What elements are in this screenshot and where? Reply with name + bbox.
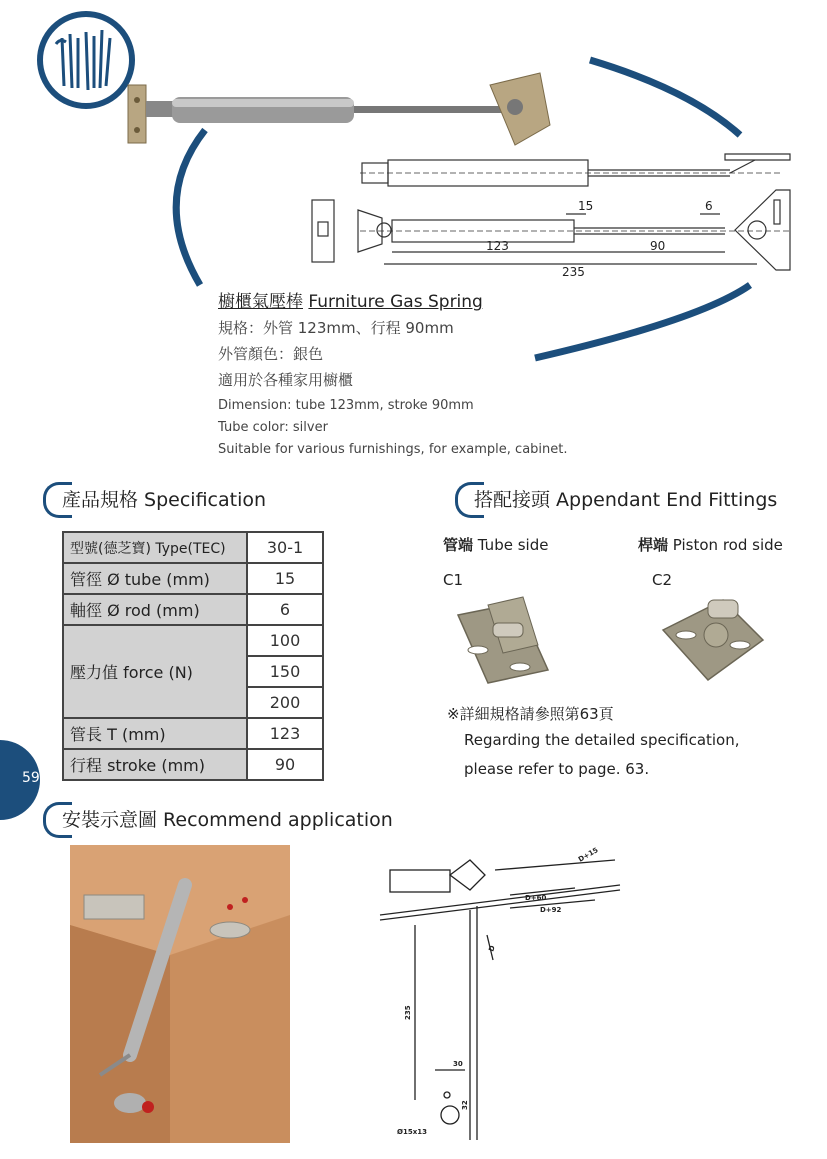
dim-d15: D+15 bbox=[577, 846, 600, 864]
fitting-note-en-2: please refer to page. 63. bbox=[464, 760, 650, 778]
spec-table bbox=[62, 531, 324, 781]
spec-value-force-3: 200 bbox=[247, 687, 323, 718]
spec-label-force: 壓力值 force (N) bbox=[63, 625, 247, 718]
spec-value-length: 123 bbox=[247, 718, 323, 749]
spec-value-rod: 6 bbox=[247, 594, 323, 625]
usage-en: Suitable for various furnishings, for example, cabinet. bbox=[218, 442, 568, 457]
spec-value-force-1: 100 bbox=[247, 625, 323, 656]
rod-side-label bbox=[638, 534, 783, 555]
dimension-en: Dimension: tube 123mm, stroke 90mm bbox=[218, 398, 474, 413]
table-row bbox=[63, 563, 323, 594]
product-title bbox=[218, 287, 618, 312]
cabinet-application-photo bbox=[70, 845, 290, 1143]
rod-code: C2 bbox=[652, 571, 673, 589]
dim-30: 30 bbox=[453, 1060, 463, 1068]
product-description bbox=[218, 287, 618, 457]
tube-side-en: Tube side bbox=[477, 536, 549, 554]
table-row bbox=[63, 625, 323, 656]
fitting-note-zh: ※詳細規格請參照第63頁 bbox=[447, 705, 614, 723]
dim-235-label: 235 bbox=[562, 265, 585, 279]
spec-label-type: 型號(德芝寶) Type(TEC) bbox=[63, 532, 247, 563]
dim-d: D bbox=[487, 944, 497, 953]
dim-15-label: 15 bbox=[578, 199, 594, 213]
dim-90-label: 90 bbox=[650, 239, 666, 253]
tube-fitting-image bbox=[448, 595, 558, 690]
spec-value-stroke: 90 bbox=[247, 749, 323, 780]
color-zh: 外管顏色：銀色 bbox=[218, 345, 324, 363]
spec-label-stroke: 行程 stroke (mm) bbox=[63, 749, 247, 780]
usage-zh: 適用於各種家用櫥櫃 bbox=[218, 371, 354, 389]
spec-zh: 規格：外管 123mm、行程 90mm bbox=[218, 319, 454, 337]
dim-hole: Ø15x13 bbox=[397, 1128, 427, 1136]
installation-drawing bbox=[375, 840, 635, 1145]
rod-side-zh: 桿端 bbox=[638, 536, 669, 554]
table-row bbox=[63, 749, 323, 780]
rod-fitting-image bbox=[658, 590, 768, 690]
dim-32: 32 bbox=[461, 1100, 469, 1110]
dim-123-label: 123 bbox=[486, 239, 509, 253]
technical-drawing bbox=[300, 140, 800, 285]
page-number: 59 bbox=[22, 770, 40, 786]
dim-d60: D+60 bbox=[525, 894, 547, 902]
fitting-note-en-1: Regarding the detailed specification, bbox=[464, 731, 740, 749]
fittings-section-title: 搭配接頭 Appendant End Fittings bbox=[474, 489, 778, 511]
table-row bbox=[63, 594, 323, 625]
product-title-zh: 櫥櫃氣壓棒 bbox=[218, 292, 303, 312]
tube-code: C1 bbox=[443, 571, 464, 589]
table-row bbox=[63, 718, 323, 749]
dim-235-height: 235 bbox=[404, 1005, 412, 1020]
application-section-title: 安裝示意圖 Recommend application bbox=[62, 809, 393, 831]
spec-value-force-2: 150 bbox=[247, 656, 323, 687]
dim-6-label: 6 bbox=[705, 199, 713, 213]
rod-side-en: Piston rod side bbox=[672, 536, 783, 554]
dim-d92: D+92 bbox=[540, 906, 562, 914]
spec-label-length: 管長 T (mm) bbox=[63, 718, 247, 749]
product-title-en: Furniture Gas Spring bbox=[308, 292, 483, 312]
tube-side-zh: 管端 bbox=[443, 536, 474, 554]
spec-value-tube: 15 bbox=[247, 563, 323, 594]
tube-side-label bbox=[443, 534, 548, 555]
spec-value-type: 30-1 bbox=[247, 532, 323, 563]
table-row bbox=[63, 532, 323, 563]
spec-label-tube: 管徑 Ø tube (mm) bbox=[63, 563, 247, 594]
color-en: Tube color: silver bbox=[218, 420, 328, 435]
spec-section-title: 產品規格 Specification bbox=[62, 489, 267, 511]
spec-label-rod: 軸徑 Ø rod (mm) bbox=[63, 594, 247, 625]
